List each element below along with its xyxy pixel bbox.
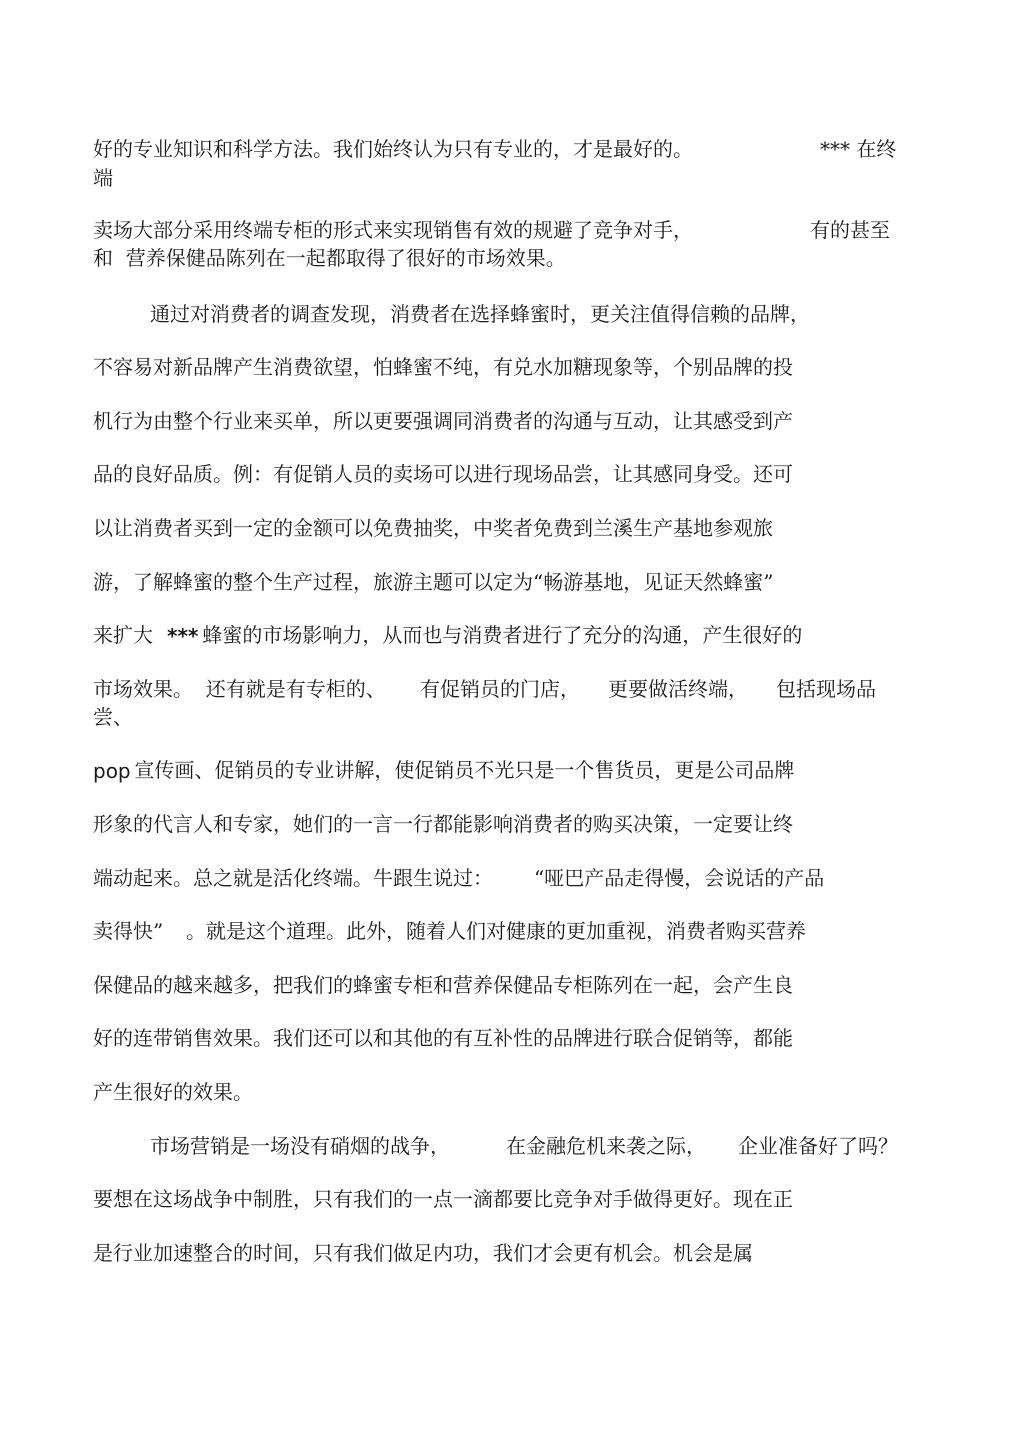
text-line: 不容易对新品牌产生消费欲望，怕蜂蜜不纯，有兑水加糖现象等，个别品牌的投: [93, 355, 793, 379]
text-line: 。就是这个道理。此外，随着人们对健康的更加重视，消费者购买营养: [186, 919, 806, 943]
text-line: 好的连带销售效果。我们还可以和其他的有互补性的品牌进行联合促销等，都能: [93, 1026, 793, 1050]
text-line: 保健品的越来越多，把我们的蜂蜜专柜和营养保健品专柜陈列在一起，会产生良: [93, 973, 793, 997]
text-line: 机行为由整个行业来买单，所以更要强调同消费者的沟通与互动，让其感受到产: [93, 409, 793, 433]
text-line: 企业准备好了吗？: [738, 1134, 898, 1158]
text-line: 蜂蜜的市场影响力，从而也与消费者进行了充分的沟通，产生很好的: [196, 623, 803, 647]
text-line: 品的良好品质。例：有促销人员的卖场可以进行现场品尝，让其感同身受。还可: [93, 462, 793, 486]
text-line: 好的专业知识和科学方法。我们始终认为只有专业的，才是最好的。: [93, 137, 693, 161]
text-line: 有促销员的门店，: [420, 677, 580, 701]
text-line: 要想在这场战争中制胜，只有我们的一点一滴都要比竞争对手做得更好。现在正: [93, 1187, 793, 1211]
text-line: 更要做活终端，: [608, 677, 748, 701]
text-line: 是行业加速整合的时间，只有我们做足内功，我们才会更有机会。机会是属: [93, 1241, 753, 1265]
text-line: 市场效果。 还有就是有专柜的、: [93, 677, 386, 701]
text-line: 端: [93, 166, 113, 190]
text-line: 形象的代言人和专家，她们的一言一行都能影响消费者的购买决策，一定要让终: [93, 812, 793, 836]
text-line: ***: [167, 624, 199, 648]
text-line: 包括现场品: [776, 677, 876, 701]
text-line: 在金融危机来袭之际，: [506, 1134, 706, 1158]
text-line: 和 营养保健品陈列在一起都取得了很好的市场效果。: [93, 246, 566, 270]
text-line: “哑巴产品走得慢，会说话的产品: [534, 866, 825, 890]
text-line: 游，了解蜂蜜的整个生产过程，旅游主题可以定为“畅游基地，见证天然蜂蜜”: [93, 570, 774, 594]
text-line: pop: [93, 759, 131, 783]
text-line: 市场营销是一场没有硝烟的战争，: [150, 1134, 450, 1158]
text-line: 卖场大部分采用终端专柜的形式来实现销售有效的规避了竞争对手，: [93, 218, 693, 242]
text-line: *** 在终: [820, 137, 897, 161]
text-line: 宣传画、促销员的专业讲解，使促销员不光只是一个售货员，更是公司品牌: [128, 758, 795, 782]
text-line: 产生很好的效果。: [93, 1080, 253, 1104]
text-line: 尝、: [93, 705, 133, 729]
text-line: 通过对消费者的调查发现，消费者在选择蜂蜜时，更关注值得信赖的品牌，: [150, 302, 810, 326]
text-line: 有的甚至: [810, 218, 890, 242]
text-line: 卖得快”: [93, 919, 164, 943]
text-line: 端动起来。总之就是活化终端。牛跟生说过：: [93, 866, 493, 890]
text-line: 来扩大: [93, 623, 160, 647]
text-line: 以让消费者买到一定的金额可以免费抽奖，中奖者免费到兰溪生产基地参观旅: [93, 516, 773, 540]
